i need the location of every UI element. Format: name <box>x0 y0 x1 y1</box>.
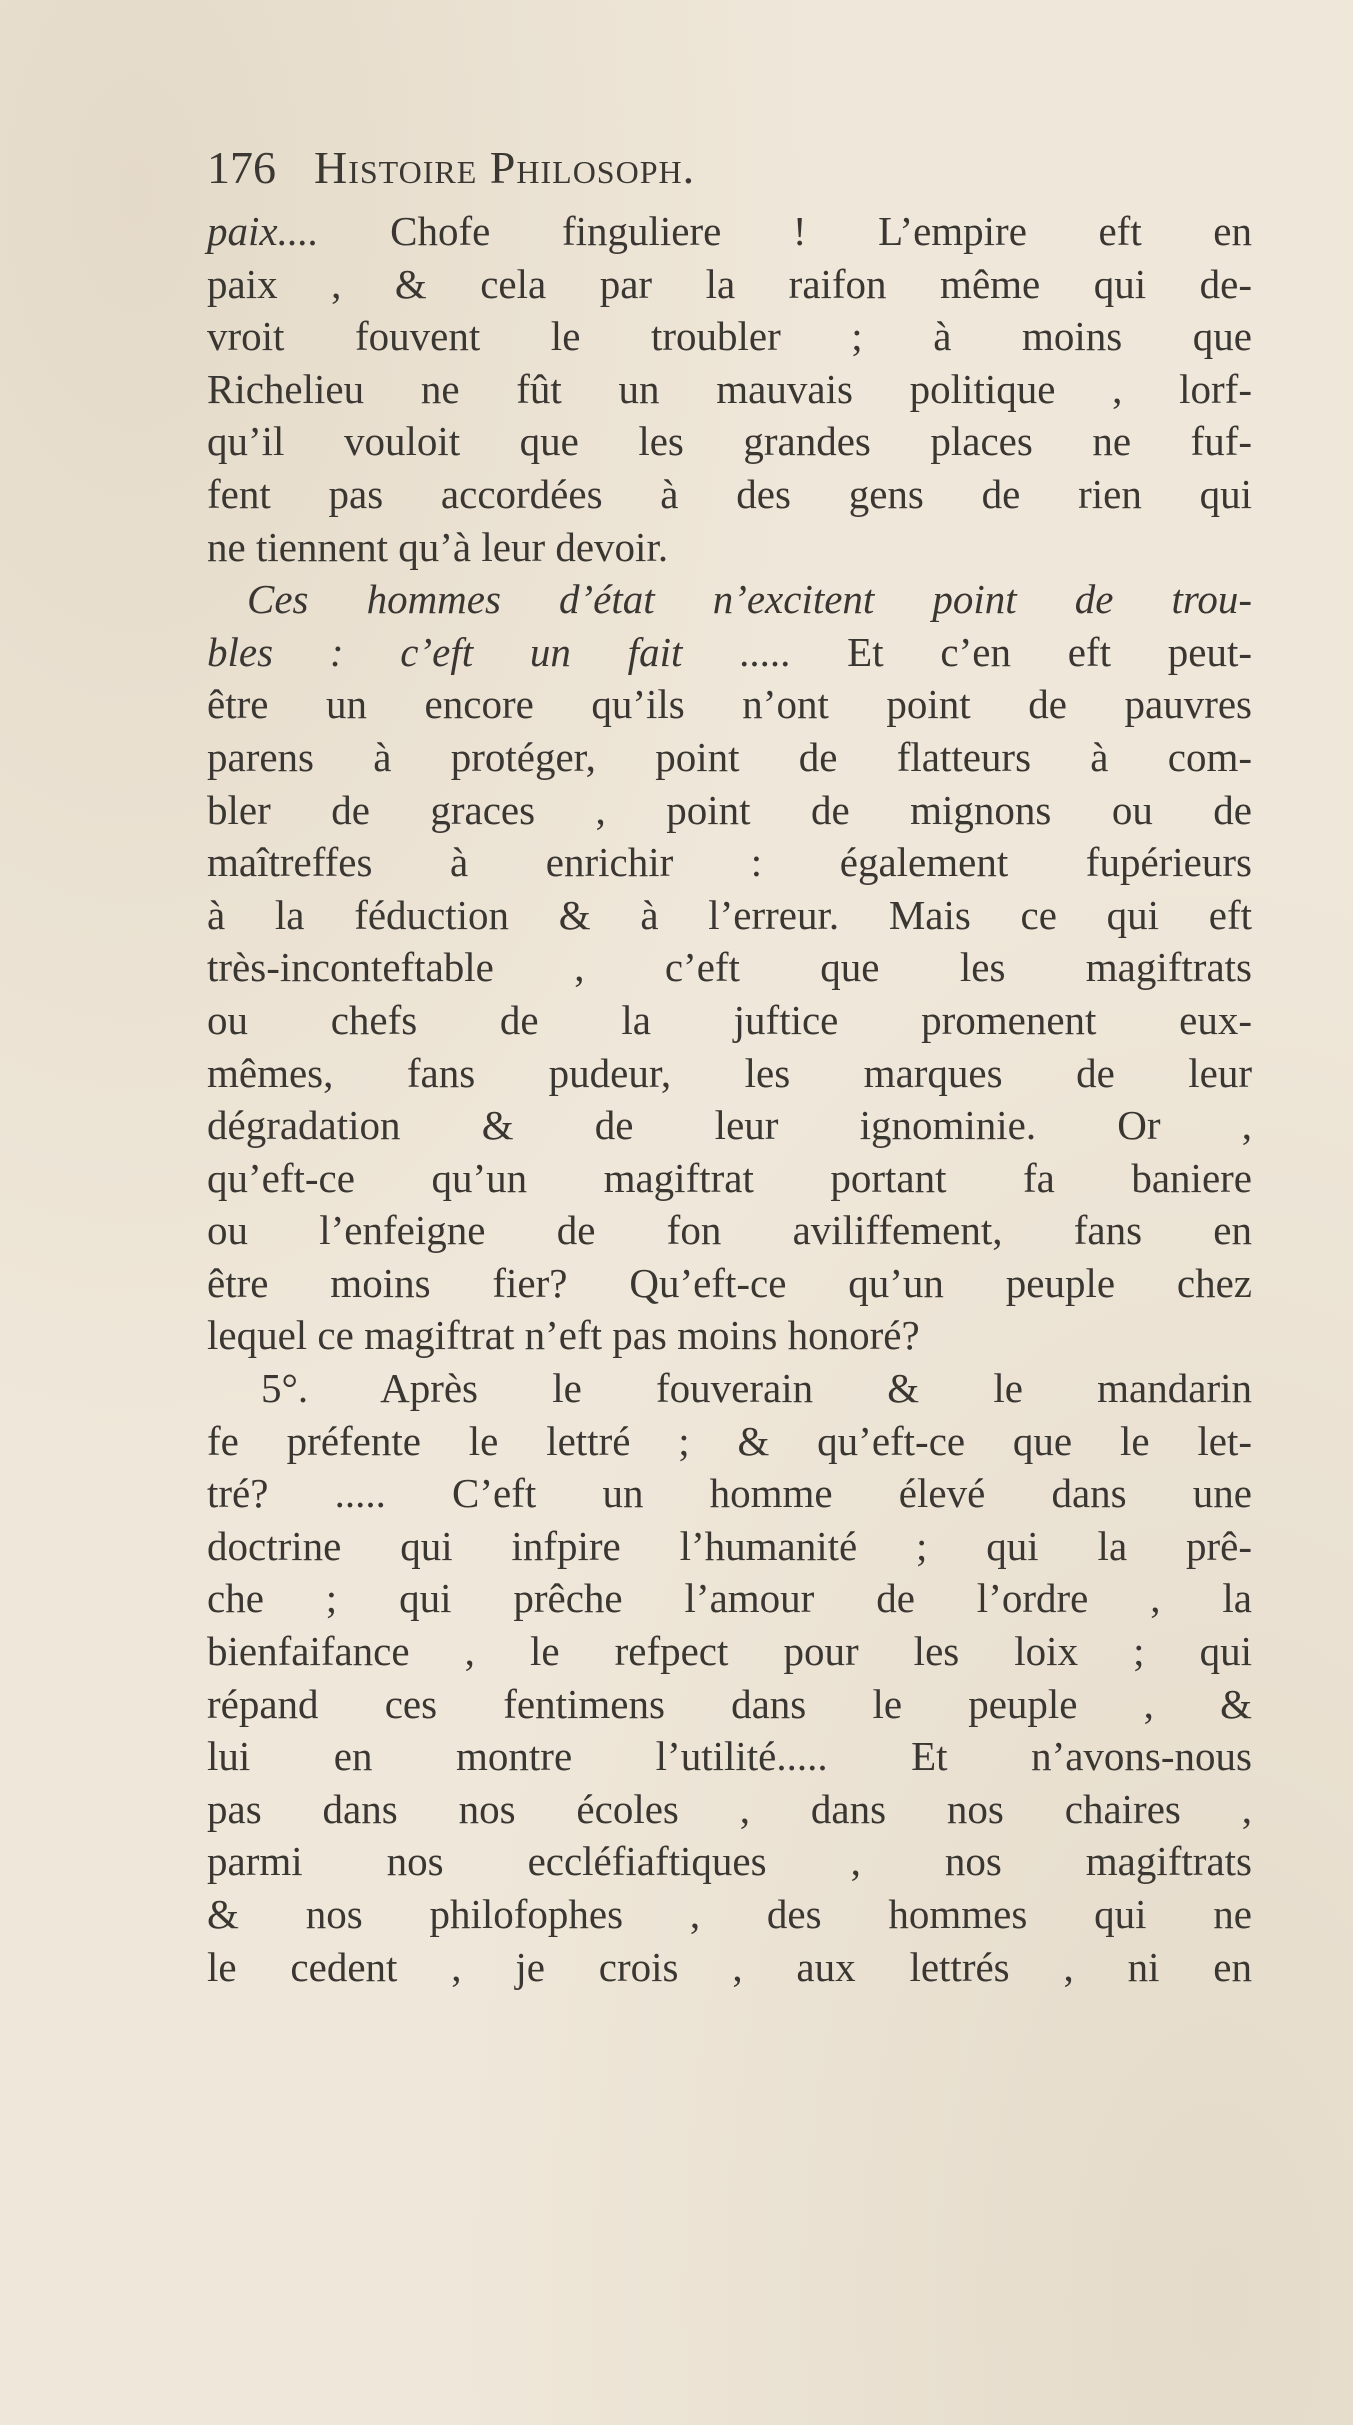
running-header <box>207 138 1107 198</box>
text-line: qu’il vouloit que les grandes places ne fuf- <box>207 418 1252 465</box>
text-line: pas dans nos écoles , dans nos chaires , <box>207 1785 1252 1832</box>
running-title: Histoire Philosoph. <box>314 142 696 193</box>
text-line: être moins fier? Qu’eft-ce qu’un peuple chez <box>207 1259 1252 1306</box>
text-line: ou chefs de la juftice promenent eux- <box>207 996 1252 1043</box>
text-line: parens à protéger, point de flatteurs à com- <box>207 733 1252 780</box>
text-line: lui en montre l’utilité..... Et n’avons-nous <box>207 1733 1252 1780</box>
text-line: répand ces fentimens dans le peuple , & <box>207 1680 1252 1727</box>
text-line: bienfaifance , le refpect pour les loix ; qui <box>207 1628 1252 1675</box>
text-line: être un encore qu’ils n’ont point de pauvres <box>207 681 1252 728</box>
text-line: 5°. Après le fouverain & le mandarin <box>261 1365 1252 1412</box>
text-line: maîtreffes à enrichir : également fupérieurs <box>207 839 1252 886</box>
text-line: vroit fouvent le troubler ; à moins que <box>207 313 1252 360</box>
text-line: ou l’enfeigne de fon aviliffement, fans en <box>207 1207 1252 1254</box>
page-number: 176 <box>207 142 276 193</box>
text-line: tré? ..... C’eft un homme élevé dans une <box>207 1470 1252 1517</box>
text-line: qu’eft-ce qu’un magiftrat portant fa baniere <box>207 1154 1252 1201</box>
text-line: paix.... Chofe finguliere ! L’empire eft en <box>207 208 1252 254</box>
text-line: doctrine qui infpire l’humanité ; qui la prê- <box>207 1522 1252 1569</box>
text-line: parmi nos eccléfiaftiques , nos magiftrats <box>207 1838 1252 1885</box>
text-line: Richelieu ne fût un mauvais politique , lorf- <box>207 365 1252 412</box>
body-text <box>207 205 1252 1993</box>
text-line: che ; qui prêche l’amour de l’ordre , la <box>207 1575 1252 1622</box>
text-line: fent pas accordées à des gens de rien qui <box>207 470 1252 517</box>
text-line: & nos philofophes , des hommes qui ne <box>207 1891 1252 1937</box>
text-line: ne tiennent qu’à leur devoir. <box>207 523 669 570</box>
text-line: mêmes, fans pudeur, les marques de leur <box>207 1049 1252 1096</box>
text-line: très-inconteftable , c’eft que les magiftrats <box>207 944 1252 991</box>
text-line: bles : c’eft un fait ..... Et c’en eft peut- <box>207 628 1253 675</box>
text-line: Ces hommes d’état n’excitent point de trou- <box>247 576 1252 623</box>
text-line: lequel ce magiftrat n’eft pas moins honoré? <box>207 1312 920 1359</box>
text-line: à la féduction & à l’erreur. Mais ce qui eft <box>207 891 1252 938</box>
text-line: paix , & cela par la raifon même qui de- <box>207 260 1252 307</box>
text-line: bler de graces , point de mignons ou de <box>207 786 1252 833</box>
text-line: le cedent , je crois , aux lettrés , ni en <box>207 1943 1252 1990</box>
text-line: fe préfente le lettré ; & qu’eft-ce que le let- <box>207 1417 1252 1464</box>
text-line: dégradation & de leur ignominie. Or , <box>207 1102 1252 1149</box>
